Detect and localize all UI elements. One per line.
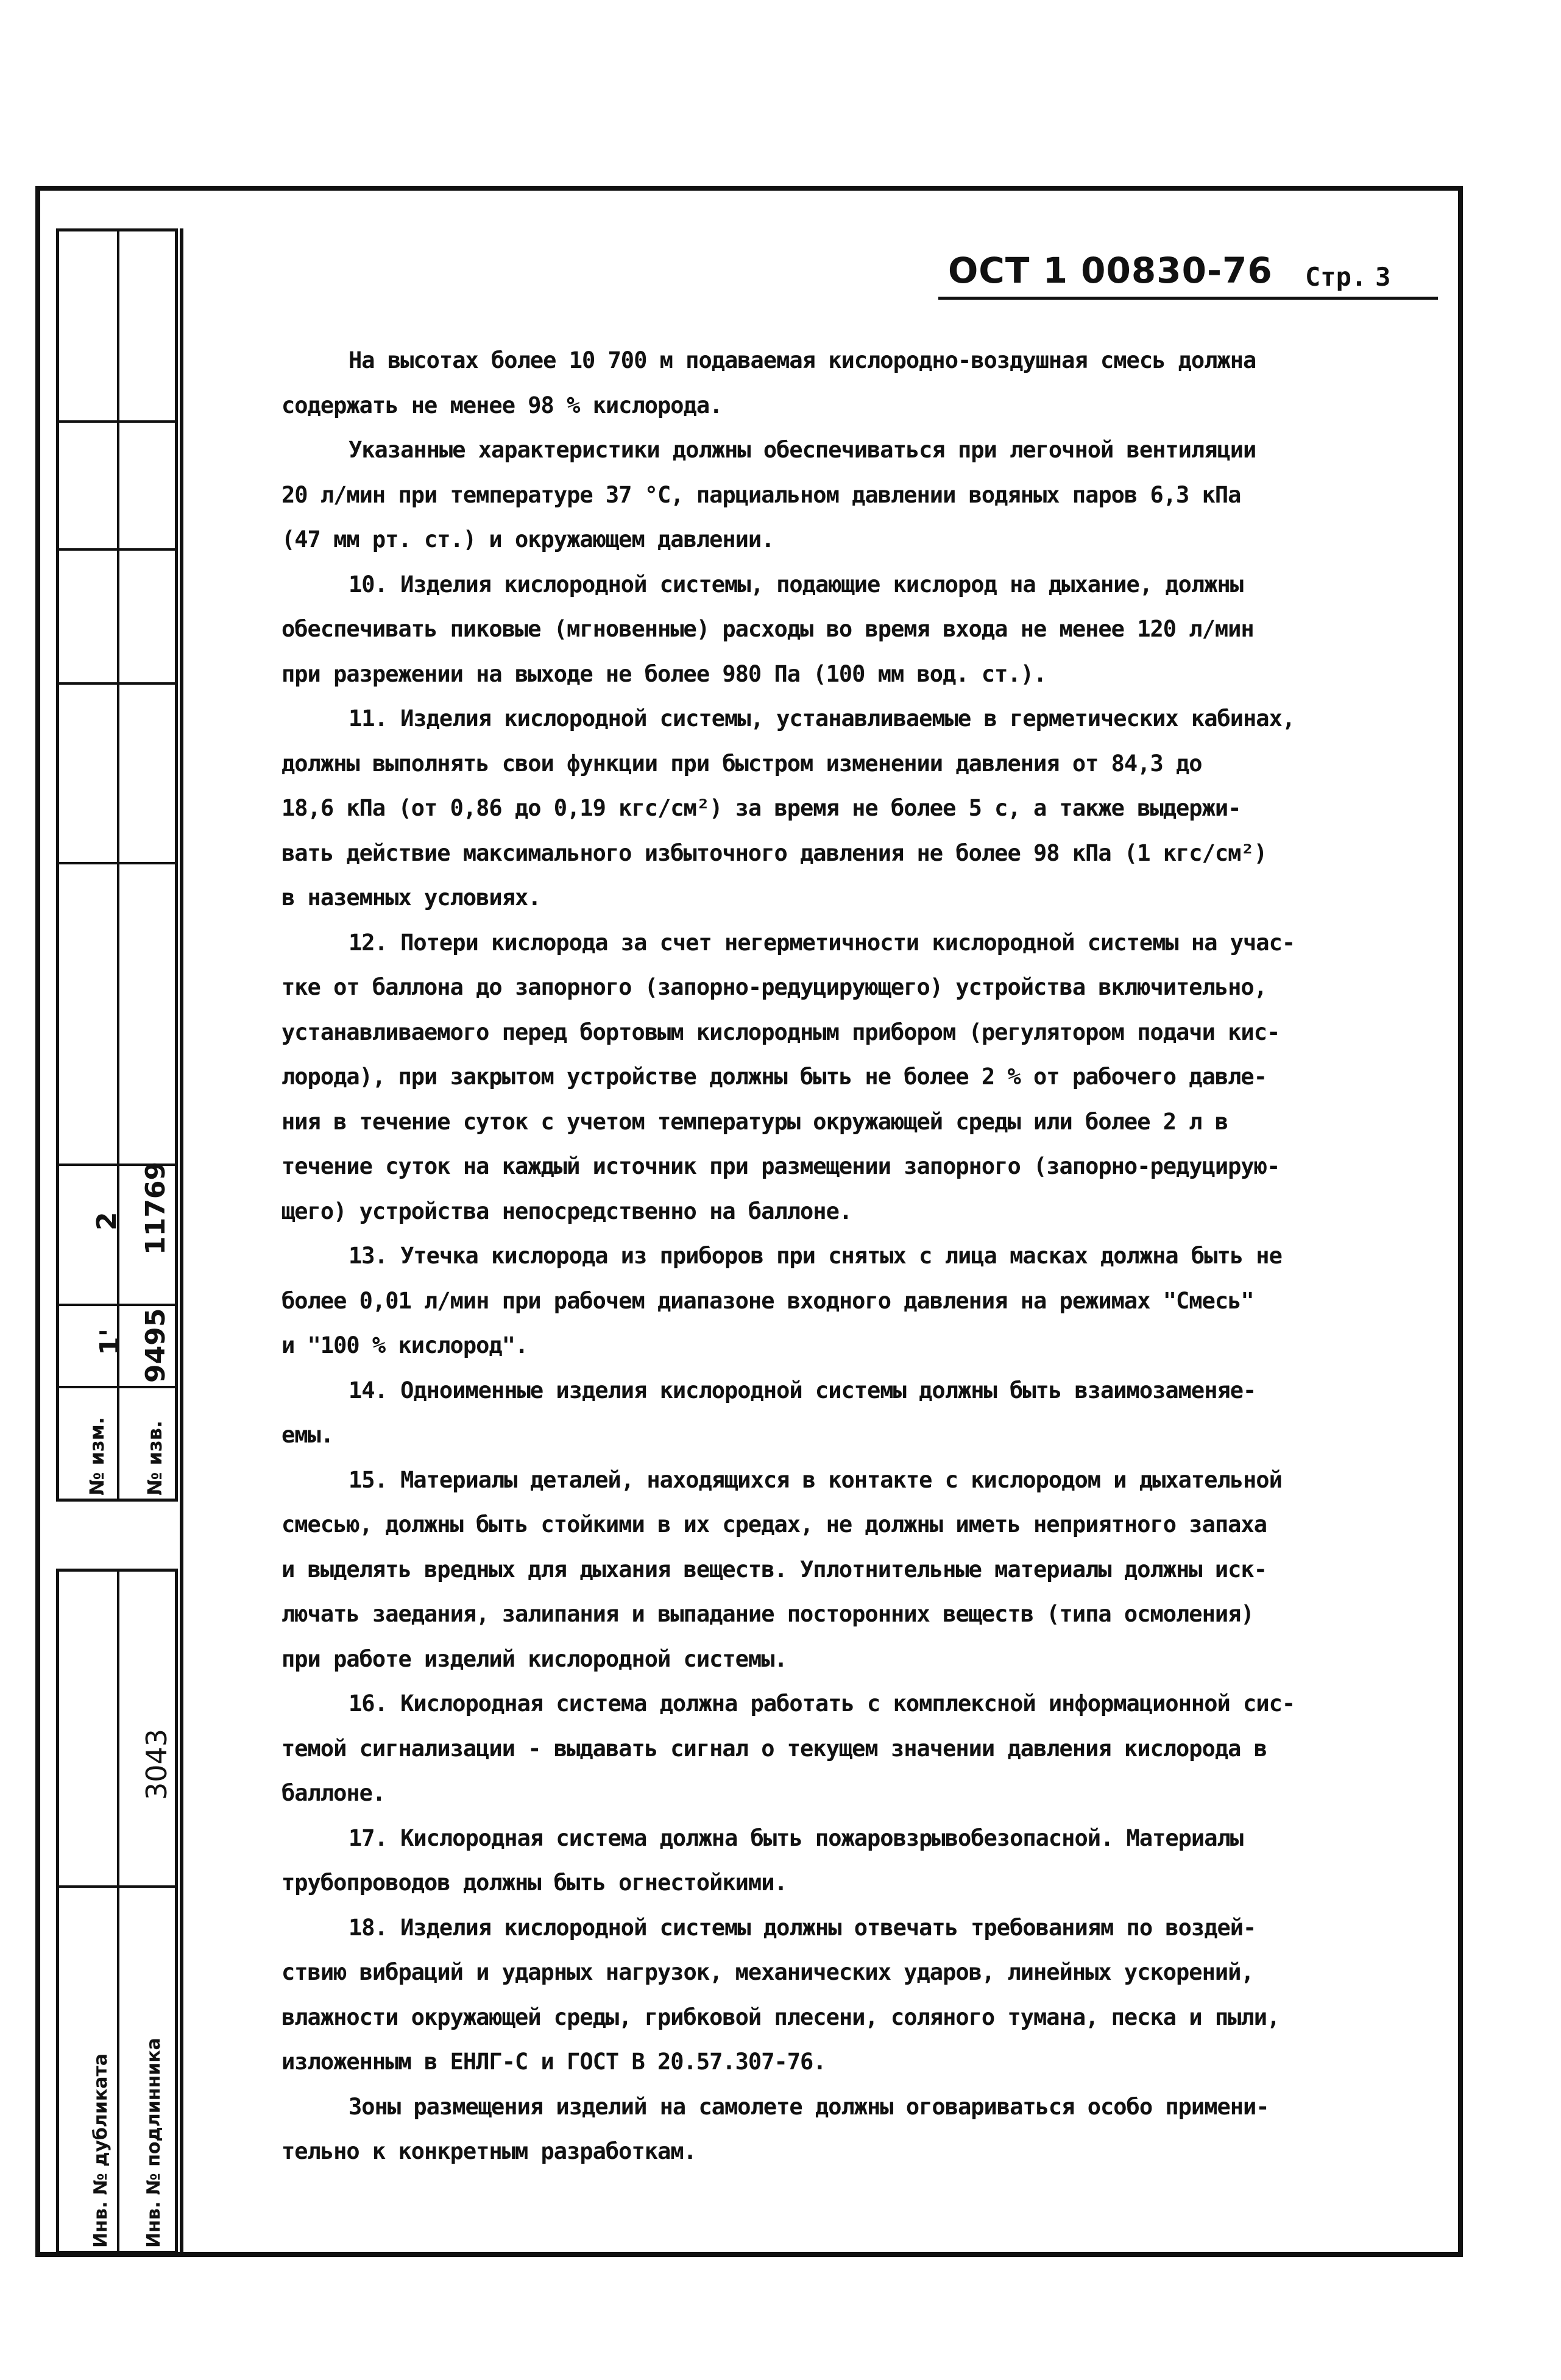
text-line: 16. Кислородная система должна работать с комплексной информационной сис- xyxy=(349,1690,1295,1717)
text-line: содержать не менее 98 % кислорода. xyxy=(281,392,723,418)
text-line: изложенным в ЕНЛГ-С и ГОСТ В 20.57.307-76. xyxy=(281,2049,826,2075)
text-line: смесью, должны быть стойкими в их средах, не должны иметь неприятного запаха xyxy=(281,1511,1267,1538)
text-line: 17. Кислородная система должна быть пожаровзрывобезопасной. Материалы xyxy=(349,1824,1244,1851)
text-line: устанавливаемого перед бортовым кислородным прибором (регулятором подачи кис- xyxy=(281,1019,1280,1045)
document-body xyxy=(281,338,1378,2174)
text-line: 14. Одноименные изделия кислородной системы должны быть взаимозаменяе- xyxy=(349,1377,1256,1404)
stamp-row-divider xyxy=(59,862,175,864)
notice-number-2: 11769 xyxy=(140,1161,171,1255)
paragraph-13 xyxy=(281,1234,1378,1368)
text-line: 13. Утечка кислорода из приборов при снятых с лица масках должна быть не xyxy=(349,1243,1282,1269)
paragraph-altitude xyxy=(281,338,1378,428)
text-line: 12. Потери кислорода за счет негерметичности кислородной системы на учас- xyxy=(349,929,1295,956)
text-line: лорода), при закрытом устройстве должны быть не более 2 % от рабочего давле- xyxy=(281,1064,1267,1090)
text-line: 11. Изделия кислородной системы, устанавливаемые в герметических кабинах, xyxy=(349,705,1295,732)
stamp-row-divider xyxy=(59,1386,175,1388)
paragraph-11 xyxy=(281,696,1378,920)
paragraph-18 xyxy=(281,1905,1378,2085)
paragraph-12 xyxy=(281,920,1378,1234)
text-line: течение суток на каждый источник при размещении запорного (запорно-редуцирую- xyxy=(281,1153,1280,1179)
original-inventory-number: 3043 xyxy=(140,1728,173,1800)
text-line: Указанные характеристики должны обеспечиваться при легочной вентиляции xyxy=(349,437,1256,463)
text-line: темой сигнализации - выдавать сигнал о текущем значении давления кислорода в xyxy=(281,1735,1267,1762)
text-line: емы. xyxy=(281,1422,334,1448)
page-indicator xyxy=(1305,262,1390,292)
text-line: 18,6 кПа (от 0,86 до 0,19 кгс/см²) за время не более 5 с, а также выдержи- xyxy=(281,795,1241,821)
paragraph-15 xyxy=(281,1458,1378,1682)
page-label: Стр. xyxy=(1305,262,1367,292)
stamp-row-divider xyxy=(59,420,175,423)
revision-number-label: № изм. xyxy=(85,1417,108,1495)
text-line: На высотах более 10 700 м подаваемая кислородно-воздушная смесь должна xyxy=(349,347,1256,373)
stamp-row-divider xyxy=(59,682,175,685)
text-line: 20 л/мин при температуре 37 °С, парциальном давлении водяных паров 6,3 кПа xyxy=(281,481,1241,508)
text-line: трубопроводов должны быть огнестойкими. xyxy=(281,1870,787,1896)
notice-number-1: 9495 xyxy=(140,1308,171,1383)
paragraph-16 xyxy=(281,1681,1378,1816)
original-inventory-label: Инв. № подлинника xyxy=(143,2038,165,2248)
text-line: тке от баллона до запорного (запорно-редуцирующего) устройства включительно, xyxy=(281,974,1267,1000)
text-line: 15. Материалы деталей, находящихся в контакте с кислородом и дыхательной xyxy=(349,1466,1282,1493)
text-line: тельно к конкретным разработкам. xyxy=(281,2138,696,2164)
notice-number-label: № изв. xyxy=(143,1420,166,1495)
text-line: 10. Изделия кислородной системы, подающие кислород на дыхание, должны xyxy=(349,571,1244,598)
header-rule xyxy=(938,297,1438,300)
revision-number-1: 1' xyxy=(94,1328,126,1355)
stamp-row-divider xyxy=(59,1885,175,1888)
text-line: Зоны размещения изделий на самолете должны оговариваться особо примени- xyxy=(349,2093,1269,2120)
text-line: (47 мм рт. ст.) и окружающем давлении. xyxy=(281,526,774,553)
paragraph-14 xyxy=(281,1368,1378,1458)
duplicate-inventory-label: Инв. № дубликата xyxy=(90,2053,112,2248)
paragraph-characteristics xyxy=(281,428,1378,562)
text-line: лючать заедания, залипания и выпадание посторонних веществ (типа осмоления) xyxy=(281,1601,1254,1627)
stamp-divider xyxy=(117,1572,119,2251)
text-line: обеспечивать пиковые (мгновенные) расходы во время входа не менее 120 л/мин xyxy=(281,616,1254,642)
text-line: в наземных условиях. xyxy=(281,885,541,911)
text-line: ния в течение суток с учетом температуры окружающей среды или более 2 л в xyxy=(281,1108,1228,1135)
text-line: ствию вибраций и ударных нагрузок, механических ударов, линейных ускорений, xyxy=(281,1959,1254,1985)
page-number: 3 xyxy=(1375,262,1391,292)
revision-number-2: 2 xyxy=(91,1212,122,1231)
stamp-row-divider xyxy=(59,548,175,551)
stamp-row-divider xyxy=(59,1304,175,1306)
paragraph-10 xyxy=(281,562,1378,697)
text-line: баллоне. xyxy=(281,1780,386,1806)
text-line: влажности окружающей среды, грибковой плесени, соляного тумана, песка и пыли, xyxy=(281,2004,1280,2030)
text-line: 18. Изделия кислородной системы должны отвечать требованиям по воздей- xyxy=(349,1914,1256,1941)
text-line: при разрежении на выходе не более 980 Па (100 мм вод. ст.). xyxy=(281,660,1047,687)
paragraph-placement xyxy=(281,2085,1378,2174)
text-line: более 0,01 л/мин при рабочем диапазоне входного давления на режимах "Смесь" xyxy=(281,1287,1254,1314)
text-line: должны выполнять свои функции при быстром изменении давления от 84,3 до xyxy=(281,750,1202,777)
text-line: щего) устройства непосредственно на баллоне. xyxy=(281,1198,852,1224)
document-code: ОСТ 1 00830-76 xyxy=(948,250,1273,291)
text-line: и "100 % кислород". xyxy=(281,1332,528,1358)
text-line: при работе изделий кислородной системы. xyxy=(281,1645,787,1672)
text-line: и выделять вредных для дыхания веществ. Уплотнительные материалы должны иск- xyxy=(281,1556,1267,1583)
text-line: вать действие максимального избыточного давления не более 98 кПа (1 кгс/см²) xyxy=(281,839,1267,866)
paragraph-17 xyxy=(281,1816,1378,1905)
